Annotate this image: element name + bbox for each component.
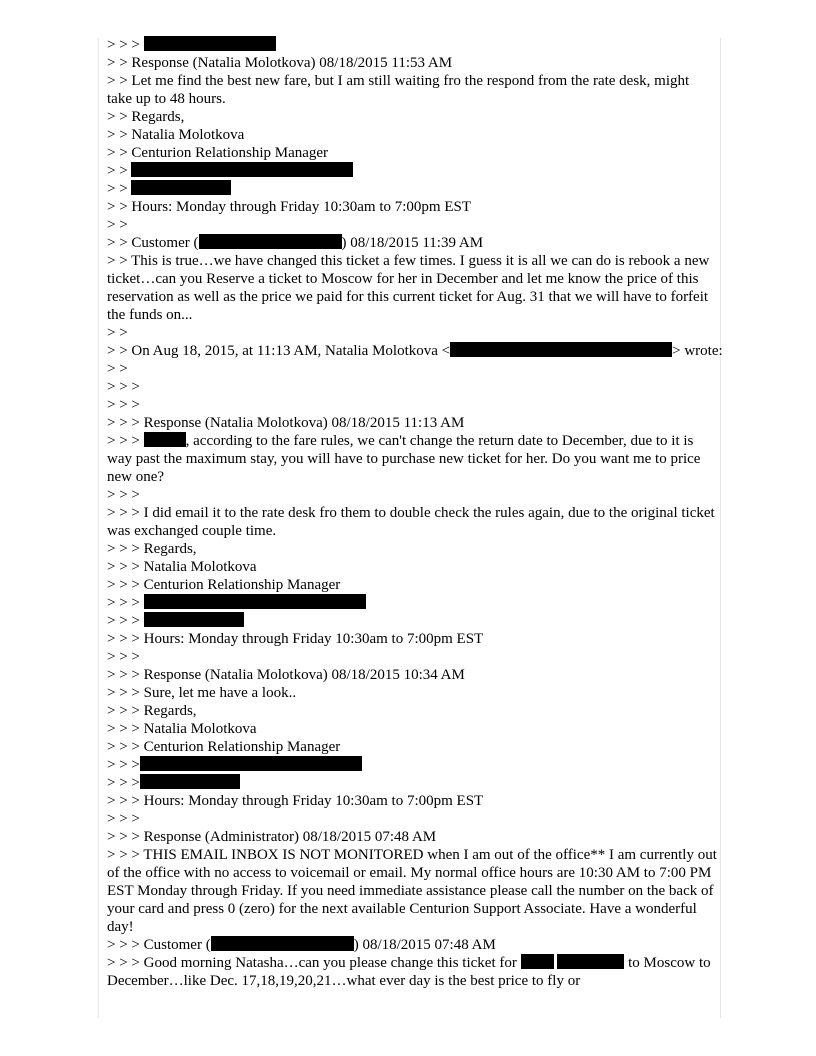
quoted-line: > > > (107, 649, 140, 665)
email-body (107, 36, 723, 990)
redaction-bar (450, 342, 672, 357)
redaction-bar (144, 594, 366, 609)
redaction-bar (131, 162, 353, 177)
signature-redacted: > > > (107, 756, 717, 774)
message-text: > > > THIS EMAIL INBOX IS NOT MONITORED when I am out of the office** I am currently out of the office with no access to voicemail or email. My normal office hours are 10:30 AM to 7:00 PM EST Monday through Friday. If you need immediate assistance please call the number on the back of your card and press 0 (zero) for the next available Centurion Support Associate. Have a wonderful day! (107, 847, 717, 935)
signature-redacted: > > (107, 162, 717, 180)
quoted-line: > > > (107, 397, 140, 413)
redaction-bar (140, 756, 362, 771)
redaction-bar (140, 774, 240, 789)
hours-line: > > Hours: Monday through Friday 10:30am to 7:00pm EST (107, 199, 471, 215)
quoted-line: > > > (107, 379, 140, 395)
signature-name: > > > Natalia Molotkova (107, 559, 257, 575)
message-text: > > > Sure, let me have a look.. (107, 685, 297, 701)
signature-title: > > Centurion Relationship Manager (107, 145, 329, 161)
signature-name: > > Natalia Molotkova (107, 127, 245, 143)
customer-header: > > Customer ( ) 08/18/2015 11:39 AM (107, 235, 484, 251)
response-header: > > Response (Natalia Molotkova) 08/18/2015 11:53 AM (107, 55, 453, 71)
redaction-bar (144, 36, 276, 51)
message-text: > > > , according to the fare rules, we can't change the return date to December, due to it is way past the maximum stay, you will have to purchase new ticket for her. Do you want me to price new one? (107, 433, 701, 485)
signature-title: > > > Centurion Relationship Manager (107, 739, 341, 755)
quoted-line: > > > (107, 811, 140, 827)
message-text: > > This is true…we have changed this ticket a few times. I guess it is all we can do is rebook a new ticket…can you Reserve a ticket to Moscow for her in December and let me know the price of this reservation as well as the price we paid for this current ticket for Aug. 31 that we will have to forfeit the funds on... (107, 253, 710, 323)
quoted-line: > > (107, 217, 128, 233)
redaction-bar (521, 954, 554, 969)
redaction-bar (144, 612, 244, 627)
redaction-bar (557, 954, 624, 969)
signature-redacted: > > > (107, 594, 717, 612)
quoted-line: > > > (107, 36, 717, 54)
hours-line: > > > Hours: Monday through Friday 10:30am to 7:00pm EST (107, 631, 484, 647)
message-text: > > > Good morning Natasha…can you please change this ticket for to Moscow to December…like Dec. 17,18,19,20,21…what ever day is the best price to fly or (107, 955, 711, 989)
response-header: > > > Response (Administrator) 08/18/2015 07:48 AM (107, 829, 437, 845)
redaction-bar (131, 180, 231, 195)
redaction-bar (211, 936, 354, 951)
signature-line: > > Regards, (107, 109, 185, 125)
redaction-bar (144, 432, 186, 447)
signature-redacted: > > > (107, 612, 717, 630)
signature-line: > > > Regards, (107, 703, 197, 719)
signature-redacted: > > (107, 180, 717, 198)
signature-name: > > > Natalia Molotkova (107, 721, 257, 737)
signature-line: > > > Regards, (107, 541, 197, 557)
signature-title: > > > Centurion Relationship Manager (107, 577, 341, 593)
response-header: > > > Response (Natalia Molotkova) 08/18/2015 11:13 AM (107, 415, 465, 431)
quoted-line: > > (107, 325, 128, 341)
response-header: > > > Response (Natalia Molotkova) 08/18/2015 10:34 AM (107, 667, 465, 683)
quote-attribution: > > On Aug 18, 2015, at 11:13 AM, Natalia Molotkova < > wrote: (107, 343, 723, 359)
signature-redacted: > > > (107, 774, 717, 792)
quoted-line: > > (107, 361, 128, 377)
message-text: > > > I did email it to the rate desk fro them to double check the rules again, due to the original ticket was exchanged couple time. (107, 505, 715, 539)
redaction-bar (199, 234, 342, 249)
quoted-line: > > > (107, 487, 140, 503)
customer-header: > > > Customer ( ) 08/18/2015 07:48 AM (107, 937, 496, 953)
hours-line: > > > Hours: Monday through Friday 10:30am to 7:00pm EST (107, 793, 484, 809)
message-text: > > Let me find the best new fare, but I am still waiting fro the respond from the rate desk, might take up to 48 hours. (107, 73, 690, 107)
